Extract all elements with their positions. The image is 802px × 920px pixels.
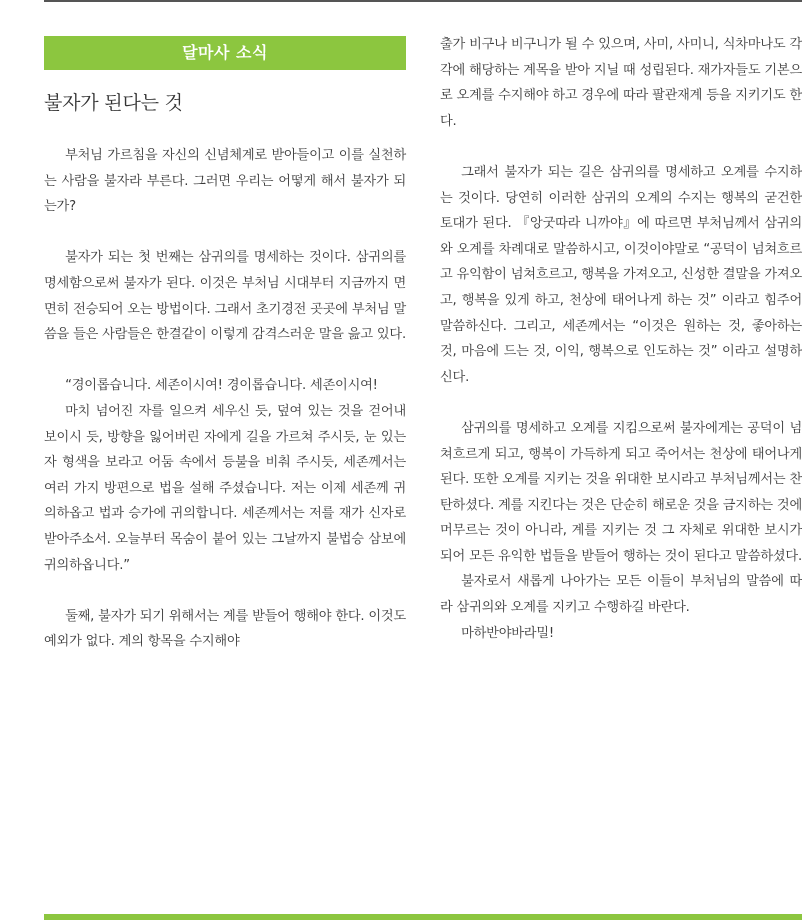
paragraph: 불자로서 새롭게 나아가는 모든 이들이 부처님의 말씀에 따라 삼귀의와 오계를 지키고 수행하길 바란다. [440, 574, 802, 616]
right-column [440, 32, 802, 646]
left-column [44, 36, 406, 655]
paragraph: 둘째, 불자가 되기 위해서는 계를 받들어 행해야 한다. 이것도 예외가 없다. 계의 항목을 수지해야 [44, 608, 406, 650]
paragraph: 삼귀의를 명세하고 오계를 지킴으로써 불자에게는 공덕이 넘쳐흐르게 되고, 행복이 가득하게 되고 죽어서는 천상에 태어나게 된다. 또한 오계를 지키는 것을 위대한 보시라고 부처님께서는 찬탄하셨다. 계를 지킨다는 것은 단순히 해로운 것을 금지하는 것에 머무르는 것이 아니라, 계를 지키는 것 그 자체로 위대한 보시가 되어 모든 유익한 법들을 받들어 행하는 것이 된다고 말씀하셨다. [440, 420, 802, 564]
top-rule [44, 0, 802, 2]
article-title: 불자가 된다는 것 [44, 92, 183, 114]
paragraph: 마치 넘어진 자를 일으켜 세우신 듯, 덮여 있는 것을 걷어내 보이시 듯, 방향을 잃어버린 자에게 길을 가르쳐 주시듯, 눈 있는 자 형색을 보라고 어둠 속에서 등불을 비춰 주시듯, 세존께서는 여러 가지 방편으로 법을 설해 주셨습니다. 저는 이제 세존께 귀의하옵고 법과 승가에 귀의합니다. 세존께서는 저를 재가 신자로 받아주소서. 오늘부터 목숨이 붙어 있는 그날까지 불법승 삼보에 귀의하옵니다.” [44, 403, 406, 573]
closing-line: 마하반야바라밀! [461, 625, 554, 641]
paragraph: 출가 비구나 비구니가 될 수 있으며, 사미, 사미니, 식차마나도 각각에 해당하는 계목을 받아 지닐 때 성립된다. 재가자들도 기본으로 오계를 수지해야 하고 경우에 따라 팔관재계 등을 지키기도 한다. [440, 37, 802, 129]
quote-paragraph: “경이롭습니다. 세존이시여! 경이롭습니다. 세존이시여! [65, 378, 378, 394]
paragraph: 부처님 가르침을 자신의 신념체계로 받아들이고 이를 실천하는 사람을 불자라 부른다. 그러면 우리는 어떻게 해서 불자가 되는가? [44, 148, 406, 215]
paragraph: 불자가 되는 첫 번째는 삼귀의를 명세하는 것이다. 삼귀의를 명세함으로써 불자가 된다. 이것은 부처님 시대부터 지금까지 면면히 전승되어 오는 방법이다. 그래서 초기경전 곳곳에 부처님 말씀을 들은 사람들은 한결같이 이렇게 감격스러운 말을 읊고 있다. [44, 250, 406, 343]
paragraph: 그래서 불자가 되는 길은 삼귀의를 명세하고 오계를 수지하는 것이다. 당연히 이러한 삼귀의 오계의 수지는 행복의 굳건한 토대가 된다. 『앙굿따라 니까야』에 따르면 부처님께서 삼귀의와 오계를 차례대로 말씀하시고, 이것이야말로 “공덕이 넘쳐흐르고 유익함이 넘쳐흐르고, 행복을 가져오고, 신성한 결말을 가져오고, 행복을 있게 하고, 천상에 태어나게 하는 것” 이라고 힘주어 말씀하신다. 그리고, 세존께서는 “이것은 원하는 것, 좋아하는 것, 마음에 드는 것, 이익, 행복으로 인도하는 것” 이라고 설명하신다. [440, 164, 802, 385]
bottom-bar [44, 914, 802, 920]
section-header: 달마사 소식 [44, 36, 406, 70]
